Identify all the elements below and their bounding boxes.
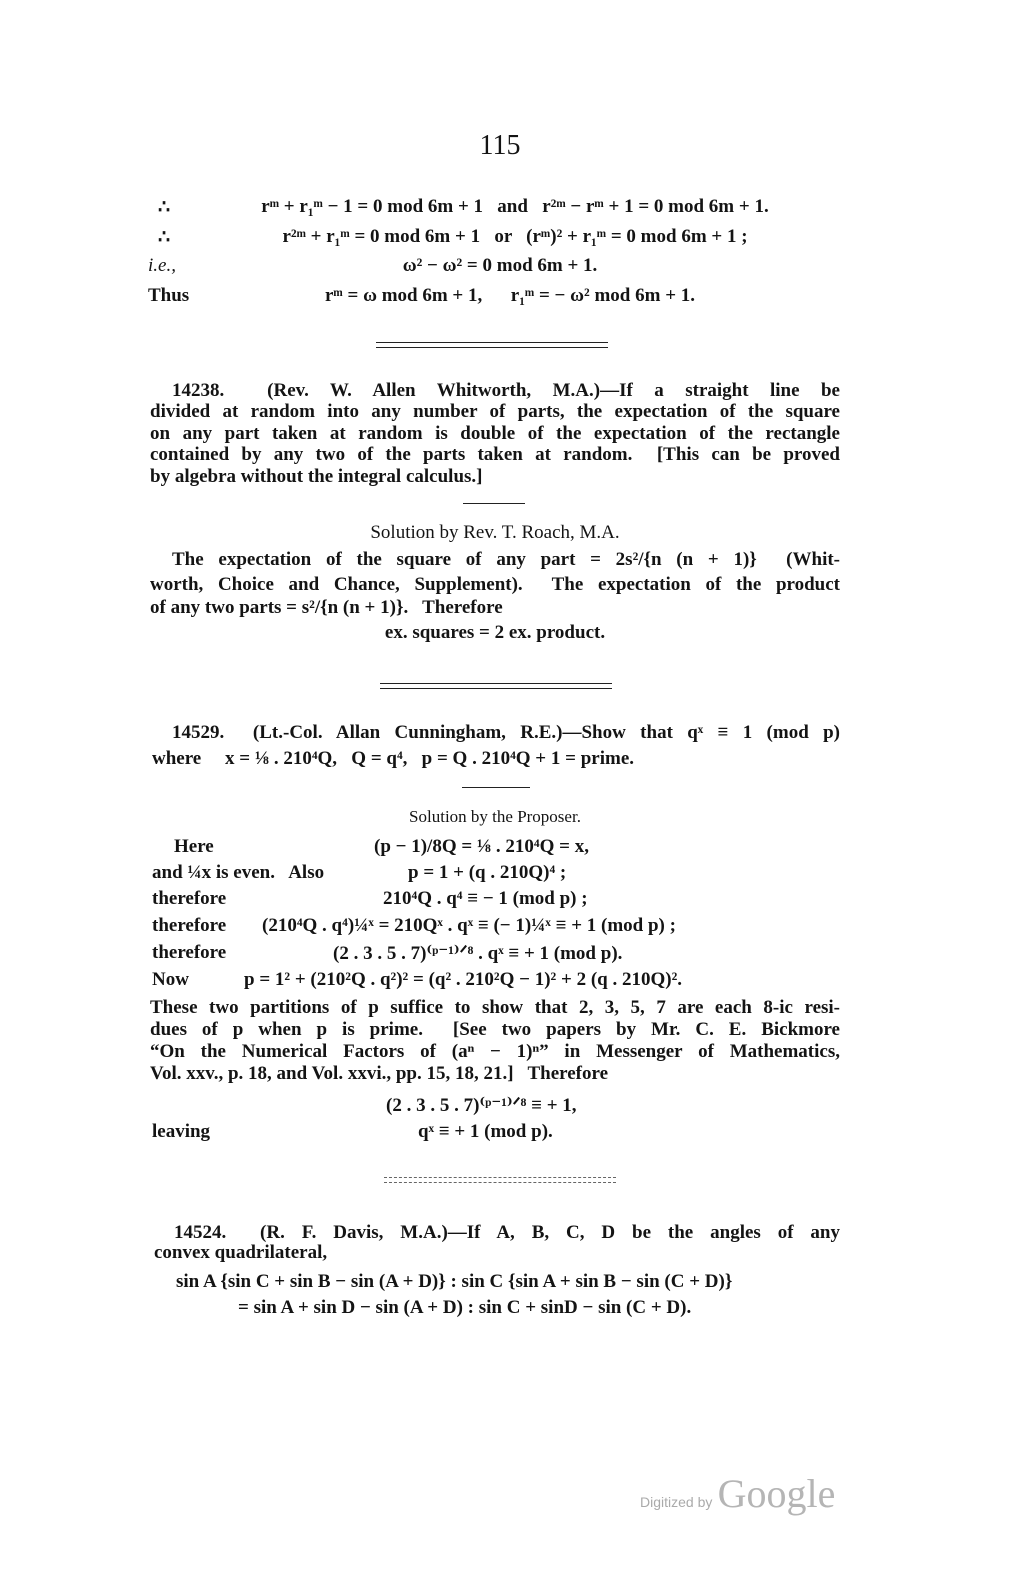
problem-14238-line: by algebra without the integral calculus.] <box>150 466 483 487</box>
problem-14529-line: where x = ⅛ . 210⁴Q, Q = q⁴, p = Q . 210⁴Q + 1 = prime. <box>152 748 635 769</box>
divider <box>380 683 612 684</box>
problem-14524-line: convex quadrilateral, <box>154 1242 328 1263</box>
label: ∴ <box>158 227 171 248</box>
google-watermark <box>640 1470 835 1517</box>
paragraph-line: Vol. xxv., p. 18, and Vol. xxvi., pp. 15, 18, 21.] Therefore <box>150 1063 609 1084</box>
problem-14524-line: 14524. (R. F. Davis, M.A.)—If A, B, C, D be the angles of any <box>174 1222 840 1243</box>
step-label: Here <box>174 836 214 857</box>
equation: = sin A + sin D − sin (A + D) : sin C + sinD − sin (C + D). <box>238 1297 692 1318</box>
divider <box>384 1182 616 1183</box>
step-equation: p = 1 + (q . 210Q)⁴ ; <box>408 862 567 883</box>
divider <box>376 342 608 343</box>
equation: rᵐ + r₁ᵐ − 1 = 0 mod 6m + 1 and r²ᵐ − rᵐ + 1 = 0 mod 6m + 1. <box>261 196 769 217</box>
divider <box>462 787 530 788</box>
solution-line: The expectation of the square of any part = 2s²/{n (n + 1)} (Whit- <box>172 549 840 570</box>
step-label: therefore <box>152 915 227 936</box>
step-equation: 210⁴Q . q⁴ ≡ − 1 (mod p) ; <box>383 888 588 909</box>
step-label: and ¼x is even. Also <box>152 862 325 883</box>
equation: r²ᵐ + r₁ᵐ = 0 mod 6m + 1 or (rᵐ)² + r₁ᵐ = 0 mod 6m + 1 ; <box>282 226 748 247</box>
solution-line: worth, Choice and Chance, Supplement). The expectation of the product <box>150 574 840 595</box>
final-equation: (2 . 3 . 5 . 7)⁽ᵖ⁻¹⁾ᐟ⁸ ≡ + 1, <box>386 1095 577 1116</box>
problem-14238-line: divided at random into any number of parts, the expectation of the square <box>150 401 840 422</box>
divider <box>380 688 612 689</box>
divider <box>376 347 608 348</box>
problem-14529-line: 14529. (Lt.-Col. Allan Cunningham, R.E.)—Show that qˣ ≡ 1 (mod p) <box>172 722 840 743</box>
paragraph-line: “On the Numerical Factors of (aⁿ − 1)ⁿ” in Messenger of Mathematics, <box>150 1041 840 1062</box>
equation: rᵐ = ω mod 6m + 1, r₁ᵐ = − ω² mod 6m + 1. <box>324 285 696 306</box>
divider <box>384 1177 616 1178</box>
label: ∴ <box>158 197 171 218</box>
watermark-prefix: Digitized by <box>640 1494 713 1510</box>
page-number: 115 <box>479 130 521 161</box>
problem-14238-line: 14238. (Rev. W. Allen Whitworth, M.A.)—If a straight line be <box>172 380 840 401</box>
final-label: leaving <box>152 1121 211 1142</box>
paragraph-line: These two partitions of p suffice to show that 2, 3, 5, 7 are each 8-ic resi- <box>150 997 840 1018</box>
step-equation: (p − 1)/8Q = ⅛ . 210⁴Q = x, <box>374 836 589 857</box>
step-label: therefore <box>152 888 227 909</box>
problem-14238-line: contained by any two of the parts taken at random. [This can be proved <box>150 444 840 465</box>
step-equation: (210⁴Q . q⁴)¼ˣ = 210Qˣ . qˣ ≡ (− 1)¼ˣ ≡ + 1 (mod p) ; <box>262 915 676 936</box>
divider <box>463 503 525 504</box>
step-equation: p = 1² + (210²Q . q²)² = (q² . 210²Q − 1)² + 2 (q . 210Q)². <box>244 969 683 990</box>
final-equation: qˣ ≡ + 1 (mod p). <box>418 1121 553 1142</box>
label: Thus <box>148 285 190 306</box>
label: i.e., <box>148 255 176 276</box>
step-label: therefore <box>152 942 227 963</box>
step-label: Now <box>152 969 189 990</box>
step-equation: (2 . 3 . 5 . 7)⁽ᵖ⁻¹⁾ᐟ⁸ . qˣ ≡ + 1 (mod p). <box>333 943 623 964</box>
paragraph-line: dues of p when p is prime. [See two papers by Mr. C. E. Bickmore <box>150 1019 840 1040</box>
solution-line: of any two parts = s²/{n (n + 1)}. Therefore <box>150 597 503 618</box>
equation: ω² − ω² = 0 mod 6m + 1. <box>402 255 598 276</box>
problem-14238-line: on any part taken at random is double of the expectation of the rectangle <box>150 423 840 444</box>
equation: sin A {sin C + sin B − sin (A + D)} : sin C {sin A + sin B − sin (C + D)} <box>176 1271 733 1292</box>
google-logo: Google <box>717 1471 836 1516</box>
solution-heading: Solution by the Proposer. <box>409 807 581 826</box>
solution-heading: Solution by Rev. T. Roach, M.A. <box>370 522 620 543</box>
solution-line: ex. squares = 2 ex. product. <box>384 622 606 643</box>
